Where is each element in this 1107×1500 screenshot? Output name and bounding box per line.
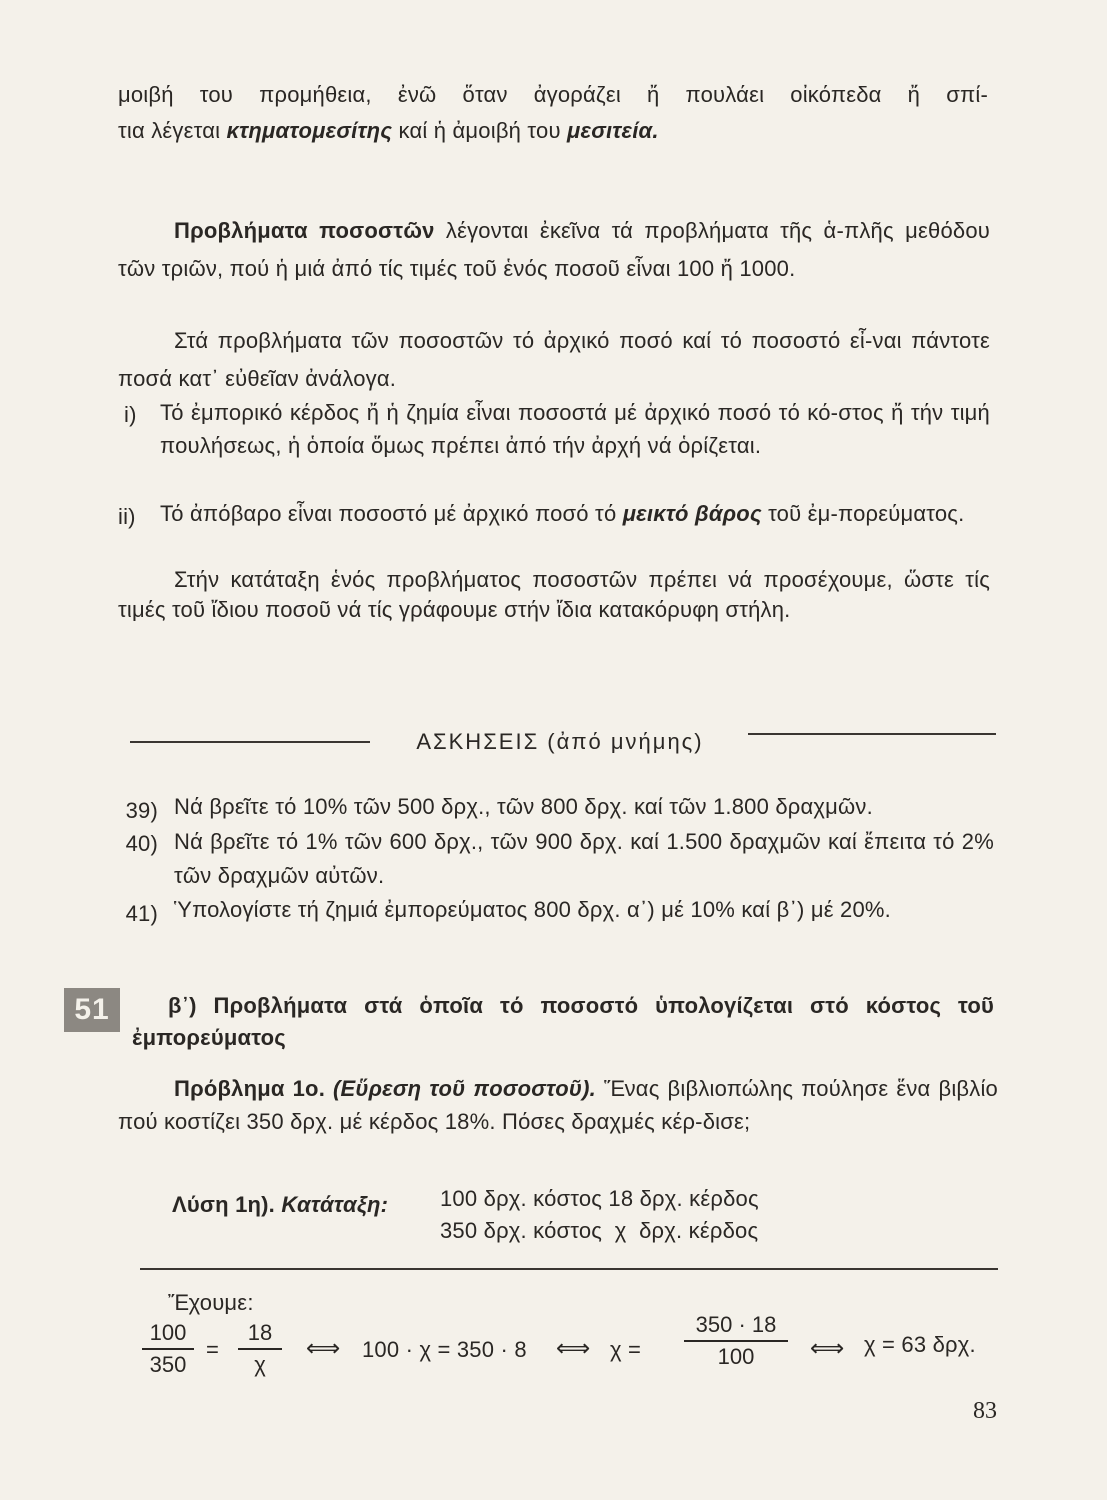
intro-line-2 [118,116,988,145]
classification-paragraph: Στήν κατάταξη ἑνός προβλήματος ποσοστῶν πρέπει νά προσέχουμε, ὥστε τίς τιμές τοῦ ἴδιου ποσοῦ νά τίς γράφουμε στήν ἴδια κατακόρυφη στήλη. [118,567,990,622]
item-ii-text [160,497,990,531]
exercise-41-text: Ὑπολογίστε τή ζημιά ἐμπορεύματος 800 δρχ. α᾽) μέ 10% καί β᾽) μέ 20%. [174,897,891,922]
fraction-numerator: 350 · 18 [684,1310,788,1342]
definition-paragraph [118,212,990,288]
fraction-denominator: 100 [717,1344,755,1369]
item-ii-label: ii) [118,504,136,529]
exercise-39-number: 39) [125,798,158,823]
equals-sign: = [206,1337,220,1362]
fraction-numerator: 100 [142,1318,194,1350]
classification-label: Κατάταξη: [281,1192,389,1217]
exercises-rule-left [130,741,370,743]
item-ii-post: τοῦ ἐμ-πορεύματος. [761,501,965,526]
definition-text: λέγονται ἐκεῖνα τά προβλήματα τῆς ἁ-πλῆς μεθόδου τῶν τριῶν, πού ἡ μιά ἀπό τίς τιμές τοῦ ἑνός ποσοῦ εἶναι 100 ἤ 1000. [118,218,990,281]
fraction-numerator: 18 [238,1318,282,1350]
exercise-40-body: Νά βρεῖτε τό 1% τῶν 600 δρχ., τῶν 900 δρχ. καί 1.500 δραχμῶν καί ἔπειτα τό 2% τῶν δραχμῶν αὐτῶν. [174,829,994,888]
equation-step-1: 100 · χ = 350 · 8 [362,1337,527,1362]
term-ktimatomesitis: κτηματομεσίτης [226,118,393,143]
problem-text: Ἕνας βιβλιοπώλης πούλησε ἕνα βιβλίο πού κοστίζει 350 δρχ. μέ κέρδος 18%. Πόσες δραχμές κέρ-δισε; [118,1076,998,1134]
exercise-39-text: Νά βρεῖτε τό 10% τῶν 500 δρχ., τῶν 800 δρχ. καί τῶν 1.800 δραχμῶν. [174,794,873,819]
classification-rule [140,1268,998,1270]
fraction-18-x [238,1318,282,1380]
item-i-label: i) [124,402,137,427]
equation-result: χ = 63 δρχ. [864,1332,976,1357]
classification-row-2: 350 δρχ. κόστος χ δρχ. κέρδος [440,1218,759,1243]
fraction-denominator: 350 [149,1352,187,1377]
exercise-41-number: 41) [125,901,158,926]
intro-text: τια λέγεται [118,118,227,143]
we-have-label: Ἔχουμε: [168,1290,254,1315]
page-number: 83 [973,1398,997,1424]
equation-step-2: χ = [610,1337,642,1362]
iff-arrow-1: ⟺ [306,1335,341,1362]
solution-title: Λύση 1η). [172,1192,275,1217]
term-gross-weight: μεικτό βάρος [622,501,762,526]
exercises-heading: ΑΣΚΗΣΕΙΣ (ἀπό μνήμης) [416,729,704,754]
section-number-badge: 51 [64,988,120,1032]
term-percentage-problems: Προβλήματα ποσοστῶν [174,218,435,243]
fraction-denominator: χ [254,1352,266,1377]
exercises-rule-right [748,733,996,735]
term-mesiteia: μεσιτεία. [567,118,659,143]
intro-text-mid: καί ἡ ἀμοιβή του [392,118,567,143]
item-ii-pre: Τό ἀπόβαρο εἶναι ποσοστό μέ ἀρχικό ποσό τό [160,501,623,526]
proportional-paragraph: Στά προβλήματα τῶν ποσοστῶν τό ἀρχικό ποσό καί τό ποσοστό εἶ-ναι πάντοτε ποσά κατ᾽ εὐθεῖαν ἀνάλογα. [118,328,990,391]
exercise-40-text [174,825,994,893]
iff-arrow-2: ⟺ [556,1335,591,1362]
fraction-350x18-100 [684,1310,788,1372]
classification-row-1: 100 δρχ. κόστος 18 δρχ. κέρδος [440,1186,759,1211]
problem-label: Πρόβλημα 1ο. [174,1076,326,1101]
intro-line-1: μοιβή του προμήθεια, ἐνῶ ὅταν ἀγοράζει ἤ πουλάει οἰκόπεδα ἤ σπί- [118,82,988,107]
section-title: β᾽) Προβλήματα στά ὁποῖα τό ποσοστό ὑπολογίζεται στό κόστος τοῦ ἐμπορεύματος [132,993,994,1050]
fraction-100-350 [142,1318,194,1380]
problem-subtitle: (Εὕρεση τοῦ ποσοστοῦ). [333,1076,596,1101]
problem-statement [118,1072,998,1138]
solution-label [172,1190,388,1219]
exercise-40-number: 40) [125,831,158,856]
iff-arrow-3: ⟺ [810,1335,845,1362]
item-i-text: Τό ἐμπορικό κέρδος ἤ ἡ ζημία εἶναι ποσοστά μέ ἀρχικό ποσό τό κό-στος ἤ τήν τιμή πουλήσεως, ἡ ὁποία ὅμως πρέπει ἀπό τήν ἀρχή νά ὁρίζεται. [160,400,990,458]
